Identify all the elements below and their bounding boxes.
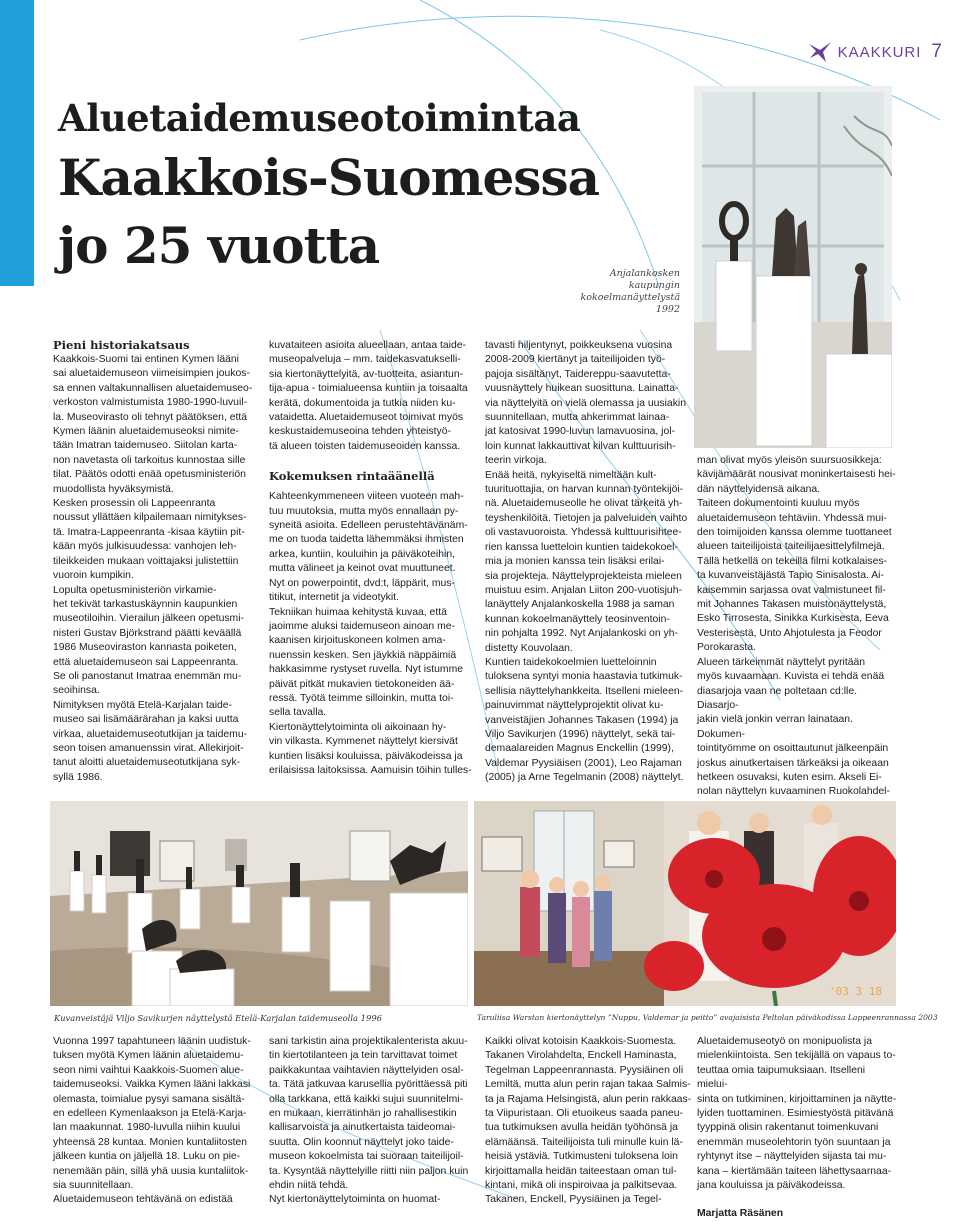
text-line: 1986 Museoviraston kannasta poiketen, bbox=[53, 642, 237, 654]
text-line: arkea, kuntiin, kouluihin ja päiväkoteihin, bbox=[269, 548, 455, 560]
text-line: ehdin niitä tehdä. bbox=[269, 1180, 349, 1192]
text-line: vuoroin kumpikin. bbox=[53, 570, 134, 582]
text-line: Kesken prosessin oli Lappeenranta bbox=[53, 498, 216, 510]
text-line: ta kuvanveistäjästä Tapio Sinisalosta. Ai- bbox=[697, 570, 884, 582]
text-line: (2005) ja Arne Tegelmanin (2008) näyttelyt. bbox=[485, 772, 684, 784]
text-line: ta ja Rajama Helsingistä, alun perin rakkaas- bbox=[485, 1093, 692, 1105]
text-line: kaanisen kirjoituskoneen kolmen ama- bbox=[269, 635, 446, 647]
text-line: 2008-2009 kiertänyt ja taiteilijoiden työ- bbox=[485, 354, 666, 366]
text-line: Aluetaidemuseon tehtävänä on edistää bbox=[53, 1194, 233, 1206]
text-line: joskus ainutkertaisen tärkeäksi ja oikeaan bbox=[697, 757, 889, 769]
text-line: Aluetaidemuseotyö on monipuolista ja bbox=[697, 1036, 873, 1047]
text-line: nin pohjalta 1992. Nyt Anjalankoski on yh- bbox=[485, 628, 678, 640]
text-line: hakkasimme rystyset ruvella. Nyt istumme bbox=[269, 664, 464, 676]
column-b4-text bbox=[697, 1035, 897, 1193]
text-line: hetkeen osuvaksi, kuten esim. Akseli Ei- bbox=[697, 771, 882, 783]
text-line: päivät pitkät mukavien tietokoneiden ää- bbox=[269, 678, 455, 690]
text-line: Porokarasta. bbox=[697, 642, 756, 654]
text-line: tavasti hiljentynyt, poikkeuksena vuosina bbox=[485, 340, 673, 351]
text-line: sia suunnitellaan. bbox=[53, 1180, 134, 1192]
article-column-1 bbox=[53, 337, 253, 785]
text-line: pajoja sisältänyt, Taidereppu-saavutetta- bbox=[485, 368, 671, 380]
text-line: ta. Tätä jatkuvaa karusellia pyörittäessä piti bbox=[269, 1079, 468, 1091]
text-line: nä. Aluetaidemuseolle he olivat tärkeitä yh- bbox=[485, 498, 683, 510]
article-column-4 bbox=[697, 454, 897, 814]
text-line: suunnitellaan, mutta ahkerimmat lainaa- bbox=[485, 412, 670, 424]
text-line: rien kanssa luetteloin kuntien taidekokoel- bbox=[485, 541, 678, 553]
text-line: Esko Tirrosesta, Sinikka Kurkisesta, Eeva bbox=[697, 613, 889, 625]
text-line: nuenssin kesken. Sen jäykkiä näppäimiä bbox=[269, 649, 457, 661]
text-line: syllä 1986. bbox=[53, 771, 103, 783]
article-column-b1 bbox=[53, 1035, 253, 1208]
text-line: kirjoittamalla heidän taiteestaan oman tul- bbox=[485, 1165, 677, 1177]
text-line: mit Johannes Takasen muistonäyttelystä, bbox=[697, 599, 887, 611]
text-line: muistuu esim. Anjalan Liiton 200-vuotisjuh- bbox=[485, 584, 682, 596]
text-line: sella tavalla. bbox=[269, 707, 327, 719]
text-line: Tällä hetkellä on tekeillä filmi kotkalaises- bbox=[697, 555, 887, 567]
text-line: lanäyttely Anjalankoskella 1988 ja saman bbox=[485, 599, 675, 611]
childrens-exhibition-photo bbox=[474, 801, 896, 1006]
text-line: vuusnäyttely huikean suosittuna. Lainatta- bbox=[485, 383, 679, 395]
text-line: Valdemar Pyysiäisen (2001), Leo Rajaman bbox=[485, 757, 682, 769]
text-line: Enää heitä, nykyiseltä nimeltään kult- bbox=[485, 469, 657, 481]
text-line: lan maakunnat. 1980-luvulla niihin kuului bbox=[53, 1122, 241, 1134]
date-stamp: '03 3 18 bbox=[829, 985, 882, 998]
text-line: suutta. Olin koonnut näyttelyt joko taide- bbox=[269, 1136, 454, 1148]
text-line: en edelleen Kymenlaakson ja Etelä-Karja- bbox=[53, 1108, 247, 1120]
section-heading-history: Pieni historiakatsaus bbox=[53, 338, 190, 352]
text-line: verkoston valmistumista 1980-1990-luvuil- bbox=[53, 397, 248, 409]
text-line: paikkakuntaa vaihtavien näyttelyiden osal- bbox=[269, 1064, 464, 1076]
text-line: me on tuoda taidetta lähemmäksi ihmisten bbox=[269, 534, 464, 546]
text-line: Nimityksen myötä Etelä-Karjalan taide- bbox=[53, 699, 233, 711]
text-line: jälkeen kuntia on jäljellä 18. Luku on pie- bbox=[53, 1151, 241, 1163]
text-line: dän näyttelyidensä aikana. bbox=[697, 483, 821, 495]
text-line: tuurituottajia, on harvan kunnan työntekijöi- bbox=[485, 484, 684, 496]
text-line: Kahteenkymmeneen viiteen vuoteen mah- bbox=[269, 491, 464, 503]
section-heading-experience: Kokemuksen rintaäänellä bbox=[269, 469, 435, 484]
text-line: tä. Imatra-Lappeenranta -kisaa käytiin pit- bbox=[53, 526, 245, 538]
page-title bbox=[58, 92, 658, 280]
text-line: Kaakkois-Suomi tai entinen Kymen lääni bbox=[53, 354, 239, 365]
text-line: kunnan kokoelmanäyttely teosinventoin- bbox=[485, 613, 670, 625]
brand-header bbox=[806, 38, 942, 66]
text-line: tuksen myötä Kymen läänin aluetaidemu- bbox=[53, 1050, 244, 1062]
text-line: Kiertonäyttelytoiminta oli aikoinaan hy- bbox=[269, 721, 447, 733]
text-line: oli vastavuoroista. Yhdessä kulttuurisihtee- bbox=[485, 527, 682, 539]
column-2-text-a bbox=[269, 339, 479, 454]
text-line: tin kiertotilanteen ja tein tarvittavat toimet bbox=[269, 1050, 458, 1062]
text-line: Takanen Virolahdelta, Enckell Haminasta, bbox=[485, 1050, 677, 1062]
text-line: Tekniikan huimaa kehitystä kuvaa, että bbox=[269, 606, 447, 618]
text-line: het tekivät tarkastuskäynnin kaupunkien bbox=[53, 598, 238, 610]
text-line: vin vilkasta. Kymmenet näyttelyt kiersivät bbox=[269, 736, 458, 748]
text-line: Takanen, Enckell, Pyysiäinen ja Tegel- bbox=[485, 1194, 662, 1206]
column-3-text bbox=[485, 339, 695, 786]
text-line: sinta on tutkiminen, kirjoittaminen ja näytte- bbox=[697, 1093, 897, 1105]
text-line: nenemään päin, sillä yhä uusia kuntaliitok- bbox=[53, 1165, 249, 1177]
text-line: Vesterisestä, Unto Ahjotulesta ja Feodor bbox=[697, 627, 882, 639]
text-line: sani tarkistin aina projektikalenterista akuu- bbox=[269, 1036, 468, 1047]
text-line: Alueen tärkeimmät näyttelyt pyritään bbox=[697, 656, 866, 668]
text-line: sia projekteja. Näyttelyprojekteista mieleen bbox=[485, 570, 682, 582]
text-line: alueen taiteilijoista taiteilijaesittelyfilmejä. bbox=[697, 541, 885, 553]
text-line: jat katosivat 1990-luvun lamavuosina, jol- bbox=[485, 426, 676, 438]
column-b1-text bbox=[53, 1035, 253, 1208]
brand-name: KAAKKURI bbox=[837, 43, 922, 61]
text-line: vanveistäjien Johannes Takasen (1994) ja bbox=[485, 714, 679, 726]
article-column-2 bbox=[269, 339, 479, 778]
text-line: mielenkiintoista. Sen tekijällä on vapaus to- bbox=[697, 1050, 896, 1062]
text-line: jana kouluissa ja päiväkodeissa. bbox=[697, 1180, 846, 1192]
text-line: enemmän museolehtorin työn suuntaan ja bbox=[697, 1136, 891, 1148]
column-4-text bbox=[697, 454, 897, 814]
text-line: museo sai lisämäärärahan ja kaksi uutta bbox=[53, 714, 239, 726]
title-line-3: jo 25 vuotta bbox=[58, 216, 380, 275]
text-line: kaisemmin sarjassa ovat valmistuneet fil- bbox=[697, 584, 886, 596]
text-line: Lemiltä, mutta alun perin rajan takaa Salmis- bbox=[485, 1079, 691, 1091]
text-line: ta. Kysyntää näyttelyille riitti niin paljon kuin bbox=[269, 1165, 469, 1177]
text-line: nolan näyttelyn kuvaaminen Ruokolahdel- bbox=[697, 786, 890, 798]
text-line: Taiteen dokumentointi kuuluu myös bbox=[697, 498, 860, 510]
text-line: kään myös julkisuudessa: vanhojen leh- bbox=[53, 541, 237, 553]
text-line: tä alueen toisten taidemuseoiden kanssa. bbox=[269, 440, 461, 452]
text-line: demaalareiden Magnus Enckellin (1999), bbox=[485, 743, 674, 755]
text-line: loin kunnat lakkauttivat kilvan kulttuurisih- bbox=[485, 440, 676, 452]
text-line: sellisia näyttelyhankkeita. Itselleni mieleen- bbox=[485, 685, 684, 697]
text-line: kerätä, dokumentoida ja tutkia niiden ku- bbox=[269, 397, 456, 409]
text-line: olla tarkkana, että kaikki sujui suunnitelmi- bbox=[269, 1093, 464, 1105]
text-line: kuntien lisäksi kouluissa, päiväkodeissa ja bbox=[269, 750, 463, 762]
column-b3-text bbox=[485, 1035, 695, 1208]
text-line: non navetasta oli tarkoitus kunnostaa sille bbox=[53, 454, 246, 466]
text-line: sia kiertonäyttelyitä, av-tuotteita, asiantun- bbox=[269, 368, 464, 380]
top-photo-caption-line: kokoelmanäyttelystä bbox=[580, 292, 680, 303]
text-line: seoihinsa. bbox=[53, 685, 100, 697]
text-line: aluetaidemuseon tehtäviin. Yhdessä mui- bbox=[697, 512, 887, 524]
text-line: teerin virkoja. bbox=[485, 455, 547, 467]
text-line: ta Viipuristaan. Oli etuoikeus saada paneu- bbox=[485, 1108, 683, 1120]
text-line: myös kuvaamaan. Kuvista ei tehdä enää bbox=[697, 671, 885, 683]
text-line: syneitä asioita. Edelleen perustehtävänäm- bbox=[269, 520, 468, 532]
column-1-text bbox=[53, 353, 253, 785]
text-line: muodollista hyväksymistä. bbox=[53, 483, 174, 495]
text-line: taidemuseoksi. Vaikka Kymen lääni lakkasi bbox=[53, 1079, 251, 1091]
author-signature: Marjatta Räsänen bbox=[697, 1208, 784, 1220]
title-line-2: Kaakkois-Suomessa bbox=[58, 148, 600, 207]
text-line: tua tutkimuksen avulla heidän työhönsä ja bbox=[485, 1122, 678, 1134]
text-line: ressä. Työtä teimme silloinkin, mutta toi- bbox=[269, 692, 454, 704]
page-number: 7 bbox=[931, 41, 942, 62]
article-column-b4 bbox=[697, 1035, 897, 1222]
sculpture-exhibition-photo bbox=[50, 801, 468, 1006]
text-line: titikut, internetit ja videotykit. bbox=[269, 592, 399, 604]
article-column-3 bbox=[485, 339, 695, 786]
text-line: seon nimi vaihtui Kaakkois-Suomen alue- bbox=[53, 1064, 244, 1076]
blue-accent-bar bbox=[0, 0, 34, 286]
text-line: yhteensä 28 kuntaa. Monien kuntaliitosten bbox=[53, 1136, 248, 1148]
column-2-text-b bbox=[269, 490, 479, 778]
text-line: la. Museovirasto oli tehnyt päätöksen, että bbox=[53, 411, 248, 423]
text-line: Kymen läänin aluetaidemuseoksi nimite- bbox=[53, 426, 239, 438]
text-line: kuvataiteen asioita alueellaan, antaa taide- bbox=[269, 340, 466, 351]
text-line: tija-apua - toimialueensa kuntiin ja toisaalta bbox=[269, 383, 468, 395]
top-photo-caption-line: Anjalankosken bbox=[609, 268, 680, 279]
text-line: museon kokoelmista tai suoraan taiteilijoil- bbox=[269, 1151, 464, 1163]
text-line: lyiden tuottaminen. Esimiestyöstä pitävänä bbox=[697, 1108, 894, 1120]
gallery-photo-top bbox=[694, 86, 892, 448]
text-line: tointityömme on osoittautunut jälkeenpäin bbox=[697, 743, 889, 755]
text-line: jaoimme aluksi taidemuseon ainoan me- bbox=[269, 620, 455, 632]
bird-logo-icon bbox=[806, 38, 834, 66]
text-line: tilat. Päätös odotti enää opetusministeriön bbox=[53, 469, 246, 481]
column-b2-text bbox=[269, 1035, 479, 1208]
top-photo-caption-line: 1992 bbox=[655, 304, 680, 315]
title-line-1: Aluetaidemuseotoimintaa bbox=[58, 96, 581, 140]
text-line: kana – kiertämään taiteen lähettysaarnaa- bbox=[697, 1165, 892, 1177]
text-line: Tegelman Lappeenrannasta. Pyysiäinen oli bbox=[485, 1064, 684, 1076]
text-line: diasarjoja vaan ne poltetaan cd:lle. Diasarjo- bbox=[697, 685, 858, 711]
top-photo-caption-line: kaupungin bbox=[628, 280, 680, 291]
text-line: tuu muutoksia, mutta myös ennallaan py- bbox=[269, 505, 459, 517]
text-line: Se oli panostanut Imatraa enemmän mu- bbox=[53, 670, 242, 682]
text-line: sai aluetaidemuseon viimeisimpien joukos- bbox=[53, 368, 250, 380]
text-line: Nyt kiertonäyttelytoiminta on huomat- bbox=[269, 1194, 441, 1206]
text-line: vataidetta. Aluetaidemuseot toimivat myös bbox=[269, 412, 464, 424]
text-line: keskustaidemuseoina tehden yhteistyö- bbox=[269, 426, 451, 438]
text-line: teyshenkilöitä. Tietojen ja palveluiden vaihto bbox=[485, 512, 688, 524]
text-line: kallisarvoista ja ainutkertaista taideomai- bbox=[269, 1122, 456, 1134]
text-line: museotiloihin. Vierailun jälkeen opetusmi- bbox=[53, 613, 244, 625]
text-line: olemasta, toimialue pysyi samana sisältä- bbox=[53, 1093, 245, 1105]
text-line: en mukaan, kierrätinhän jo rahallisestikin bbox=[269, 1108, 457, 1120]
text-line: kävijämäärät nousivat moninkertaisesti hei- bbox=[697, 469, 896, 481]
text-line: Viljo Savikurjen (1996) näyttelyt, sekä tai- bbox=[485, 728, 676, 740]
text-line: tuloksena syntyi monia haastavia tutkimuk- bbox=[485, 671, 683, 683]
text-line: virkaa, aluetaidemuseotutkijan ja taidemu- bbox=[53, 728, 248, 740]
text-line: mia ja monien kanssa tein lisäksi erilai- bbox=[485, 556, 665, 568]
text-line: man olivat myös yleisön suursuosikkeja: bbox=[697, 455, 882, 466]
text-line: kintani, mikä oli inspiroivaa ja palkitsevaa. bbox=[485, 1180, 678, 1192]
text-line: jakin vielä jonkin verran lainataan. Dokumen- bbox=[697, 714, 853, 740]
text-line: heisiä ystäviä. Tutkimusteni tuloksena loin bbox=[485, 1151, 678, 1163]
text-line: Kuntien taidekokoelmien luetteloinnin bbox=[485, 656, 657, 668]
text-line: elämäänsä. Taiteilijoista tuli minulle kuin lä- bbox=[485, 1136, 683, 1148]
text-line: että aluetaidemuseon sai Lappeenranta. bbox=[53, 656, 239, 668]
text-line: Lopulta opetusministeriön virkamie- bbox=[53, 584, 217, 596]
text-line: tyyppinä olisin rakentanut toimenkuvani bbox=[697, 1122, 879, 1134]
text-line: ryhtynyt itse – näyttelyiden sijasta tai mu- bbox=[697, 1151, 887, 1163]
text-line: erilaisissa laitoksissa. Aamuisin töihin tulles- bbox=[269, 764, 472, 776]
photo-caption-left: Kuvanveistäjä Viljo Savikurjen näyttelystä Etelä-Karjalan taidemuseolla 1996 bbox=[54, 1013, 382, 1023]
text-line: distetty Kouvolaan. bbox=[485, 642, 573, 654]
article-column-b3 bbox=[485, 1035, 695, 1208]
text-line: mutta välineet ja keinot ovat muuttuneet. bbox=[269, 563, 456, 575]
photo-caption-right: Taruliisa Warstan kiertonäyttelyn ”Nuppu, Valdemar ja peitto” avajaisista Peltolan päiväkodissa Lappeenrannassa 2003 bbox=[477, 1013, 938, 1022]
text-line: noussut yllättäen kilpailemaan nimitykses- bbox=[53, 512, 247, 524]
text-line: nisteri Gustav Björkstrand päätti keväällä bbox=[53, 627, 242, 639]
text-line: den toimijoiden kanssa olemme tuottaneet bbox=[697, 527, 892, 539]
text-line: via näyttelyitä on vielä olemassa ja uusiakin bbox=[485, 397, 686, 409]
text-line: teuttaa omia taipumuksiaan. Itselleni mielui- bbox=[697, 1064, 866, 1091]
text-line: tanut aloitti aluetaidemuseotutkijana syk- bbox=[53, 757, 241, 769]
article-column-b2 bbox=[269, 1035, 479, 1208]
text-line: museopalveluja – mm. taidekasvatukselli- bbox=[269, 354, 461, 366]
text-line: Vuonna 1997 tapahtuneen läänin uudistuk- bbox=[53, 1036, 251, 1047]
text-line: painuvimmat näyttelyprojektit olivat ku- bbox=[485, 700, 664, 712]
text-line: tileikkeiden mukaan voittajaksi julistettiin bbox=[53, 555, 239, 567]
text-line: sa ennen valtakunnallisen aluetaidemuseo- bbox=[53, 382, 253, 394]
text-line: Kaikki olivat kotoisin Kaakkois-Suomesta. bbox=[485, 1036, 677, 1047]
top-photo-caption bbox=[560, 268, 680, 316]
text-line: tään Imatran taidemuseo. Siitolan karta- bbox=[53, 440, 238, 452]
text-line: seon toisen amanuenssin virat. Allekirjoit- bbox=[53, 742, 244, 754]
text-line: Nyt on powerpointit, dvd:t, läppärit, mus- bbox=[269, 577, 455, 589]
